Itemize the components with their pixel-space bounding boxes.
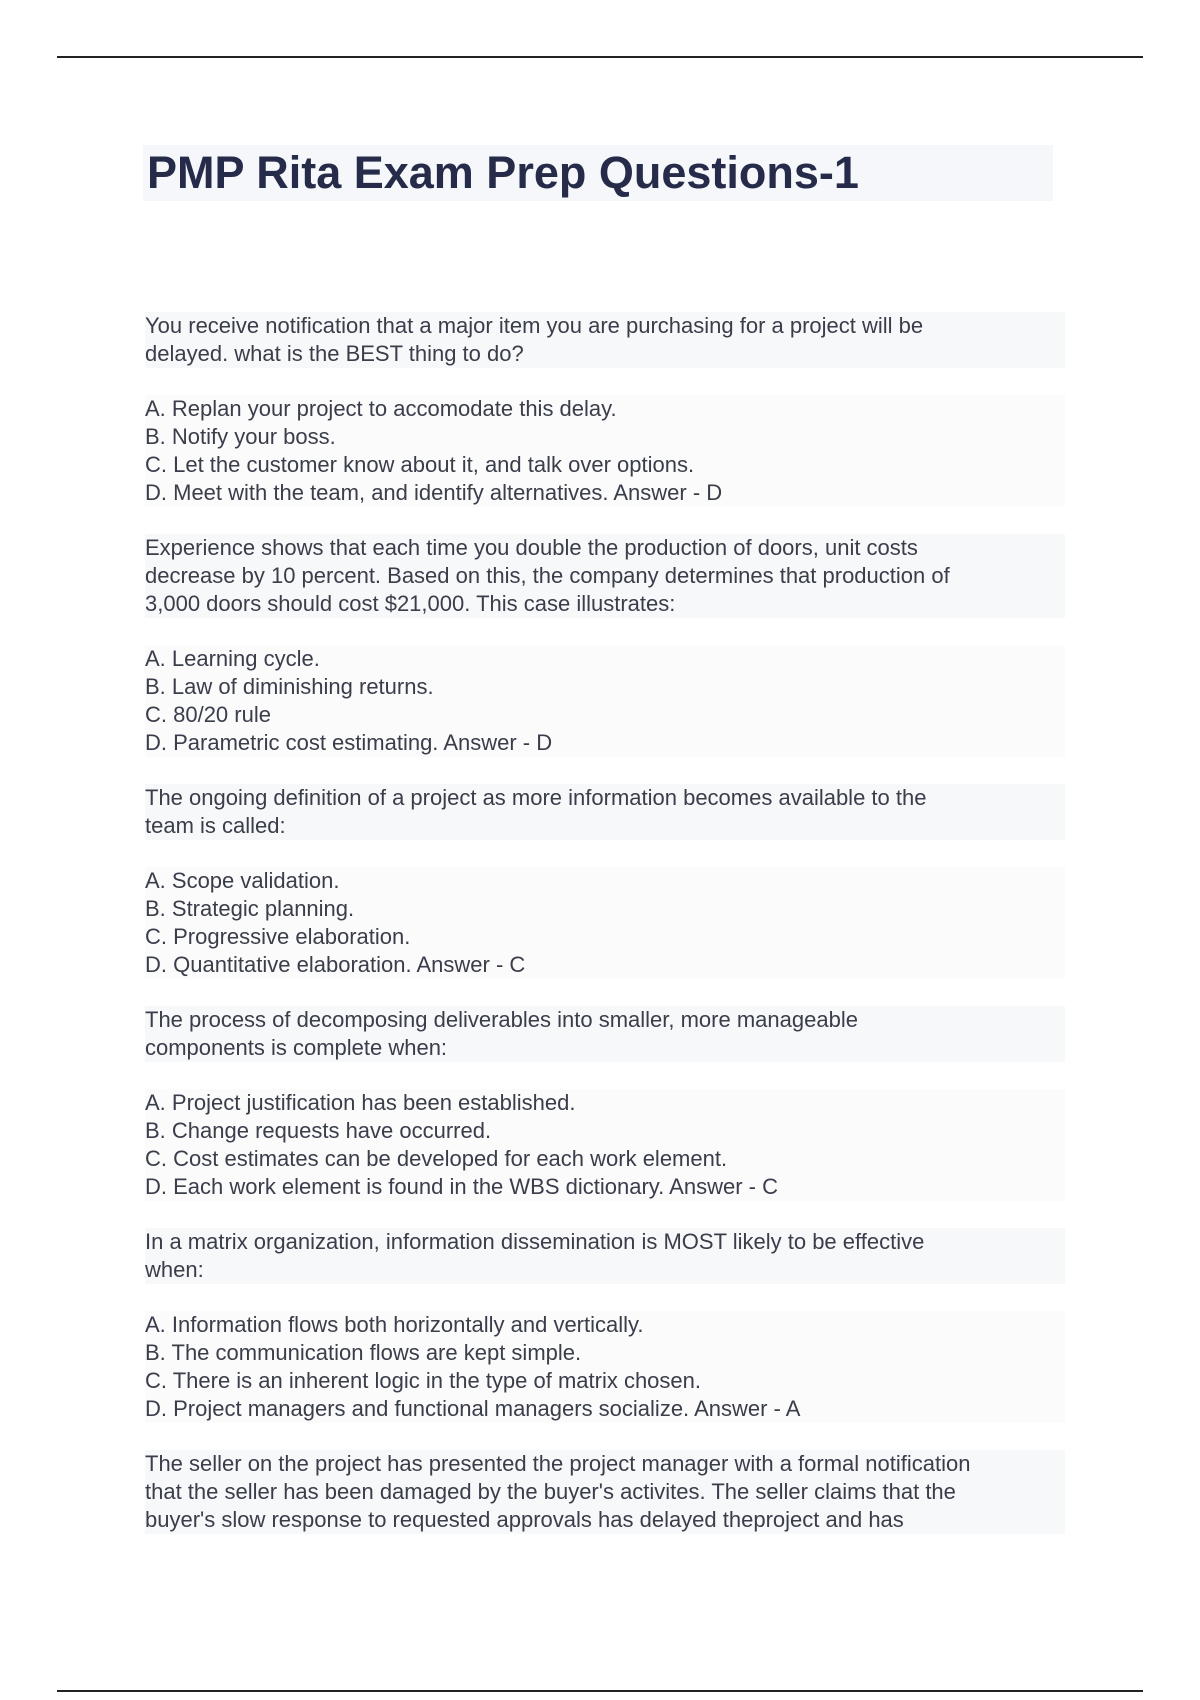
question-text: The ongoing definition of a project as more information becomes available to the team is called: [145, 784, 1065, 840]
option-c: C. 80/20 rule [145, 701, 1065, 729]
question-item [145, 1450, 1065, 1534]
question-text: Experience shows that each time you double the production of doors, unit costs decrease by 10 percent. Based on this, the company determines that production of 3,000 doors should cost $21,000. This case illustrates: [145, 534, 1065, 618]
option-d: D. Meet with the team, and identify alternatives. Answer - D [145, 479, 1065, 507]
question-text: In a matrix organization, information dissemination is MOST likely to be effective when: [145, 1228, 1065, 1284]
question-item [145, 1228, 1065, 1423]
option-a: A. Replan your project to accomodate this delay. [145, 395, 1065, 423]
option-a: A. Project justification has been established. [145, 1089, 1065, 1117]
answer-options [145, 1311, 1065, 1423]
question-item [145, 312, 1065, 507]
option-c: C. There is an inherent logic in the type of matrix chosen. [145, 1367, 1065, 1395]
option-a: A. Learning cycle. [145, 645, 1065, 673]
option-b: B. The communication flows are kept simple. [145, 1339, 1065, 1367]
question-text: You receive notification that a major item you are purchasing for a project will be delayed. what is the BEST thing to do? [145, 312, 1065, 368]
question-list [145, 312, 1065, 1561]
answer-options [145, 395, 1065, 507]
option-b: B. Notify your boss. [145, 423, 1065, 451]
option-d: D. Quantitative elaboration. Answer - C [145, 951, 1065, 979]
document-title: PMP Rita Exam Prep Questions-1 [147, 147, 859, 198]
option-b: B. Strategic planning. [145, 895, 1065, 923]
option-b: B. Law of diminishing returns. [145, 673, 1065, 701]
answer-options [145, 645, 1065, 757]
question-item [145, 534, 1065, 757]
option-c: C. Progressive elaboration. [145, 923, 1065, 951]
answer-options [145, 1089, 1065, 1201]
option-c: C. Cost estimates can be developed for each work element. [145, 1145, 1065, 1173]
question-item [145, 1006, 1065, 1201]
answer-options [145, 867, 1065, 979]
top-rule [57, 56, 1143, 58]
option-c: C. Let the customer know about it, and talk over options. [145, 451, 1065, 479]
option-b: B. Change requests have occurred. [145, 1117, 1065, 1145]
option-d: D. Project managers and functional managers socialize. Answer - A [145, 1395, 1065, 1423]
option-a: A. Scope validation. [145, 867, 1065, 895]
question-text: The seller on the project has presented the project manager with a formal notification that the seller has been damaged by the buyer's activites. The seller claims that the buyer's slow response to requested approvals has delayed theproject and has [145, 1450, 1065, 1534]
option-d: D. Each work element is found in the WBS dictionary. Answer - C [145, 1173, 1065, 1201]
bottom-rule [57, 1690, 1143, 1692]
question-text: The process of decomposing deliverables into smaller, more manageable components is complete when: [145, 1006, 1065, 1062]
title-block [143, 145, 1053, 201]
option-d: D. Parametric cost estimating. Answer - D [145, 729, 1065, 757]
question-item [145, 784, 1065, 979]
option-a: A. Information flows both horizontally and vertically. [145, 1311, 1065, 1339]
